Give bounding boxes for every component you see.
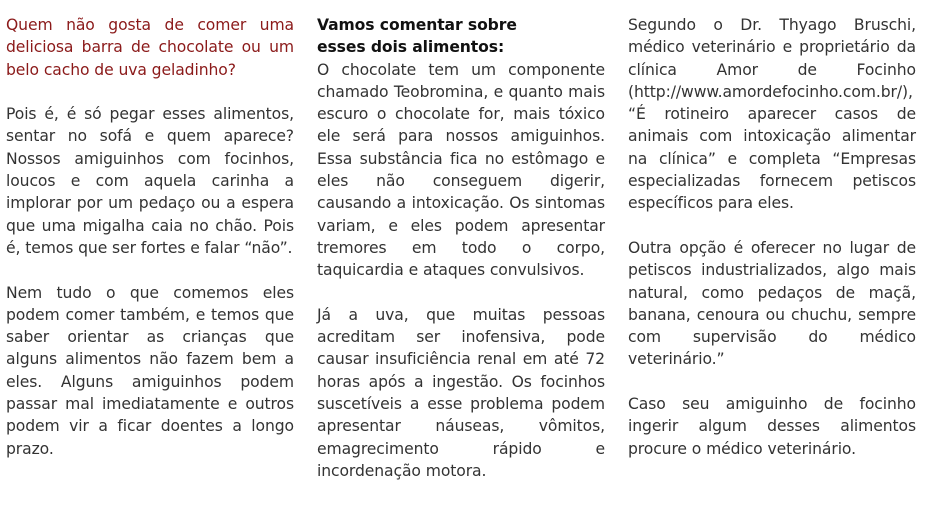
paragraph: Outra opção é oferecer no lugar de petiscos industrializados, algo mais natural, como pedaços de maçã, banana, cenoura ou chuchu, sempre com supervisão do médico veterinário.” <box>628 238 916 369</box>
heading-line: Vamos comentar sobre <box>317 16 517 34</box>
paragraph: Pois é, é só pegar esses alimentos, sentar no sofá e quem aparece? Nossos amiguinhos com focinhos, loucos e com aquela carinha a implorar por um pedaço ou a espera que uma migalha caia no chão. Pois é, temos que ser fortes e falar “não”. <box>6 105 294 257</box>
article-column-3 <box>628 14 916 482</box>
paragraph: Nem tudo o que comemos eles podem comer também, e temos que saber orientar as crianças que alguns alimentos não fazem bem a eles. Alguns amiguinhos podem passar mal imediatamente e outros podem vir a ficar doentes a longo prazo. <box>6 283 294 458</box>
article-column-1 <box>6 14 294 482</box>
paragraph: Já a uva, que muitas pessoas acreditam ser inofensiva, pode causar insuficiência renal em até 72 horas após a ingestão. Os focinhos suscetíveis a esse problema podem apresentar náuseas, vômitos, emagrecimento rápido e incordenação motora. <box>317 305 605 480</box>
paragraph: O chocolate tem um componente chamado Teobromina, e quanto mais escuro o chocolate for, mais tóxico ele será para nossos amiguinhos. Essa substância fica no estômago e eles não conseguem digerir, causando a intoxicação. Os sintomas variam, e eles podem apresentar tremores em todo o corpo, taquicardia e ataques convulsivos. <box>317 60 605 280</box>
paragraph: Caso seu amiguinho de focinho ingerir algum desses alimentos procure o médico veterinário. <box>628 395 916 458</box>
article-column-2 <box>317 14 605 505</box>
heading-line: esses dois alimentos: <box>317 38 505 57</box>
section-heading <box>317 14 605 59</box>
lead-question: Quem não gosta de comer uma deliciosa barra de chocolate ou um belo cacho de uva geladinho? <box>6 16 294 79</box>
paragraph: Segundo o Dr. Thyago Bruschi, médico veterinário e proprietário da clínica Amor de Focinho (http://www.amordefocinho.com.br/), “É rotineiro aparecer casos de animais com intoxicação alimentar na clínica” e completa “Empresas especializadas fornecem petiscos específicos para eles. <box>628 16 916 213</box>
